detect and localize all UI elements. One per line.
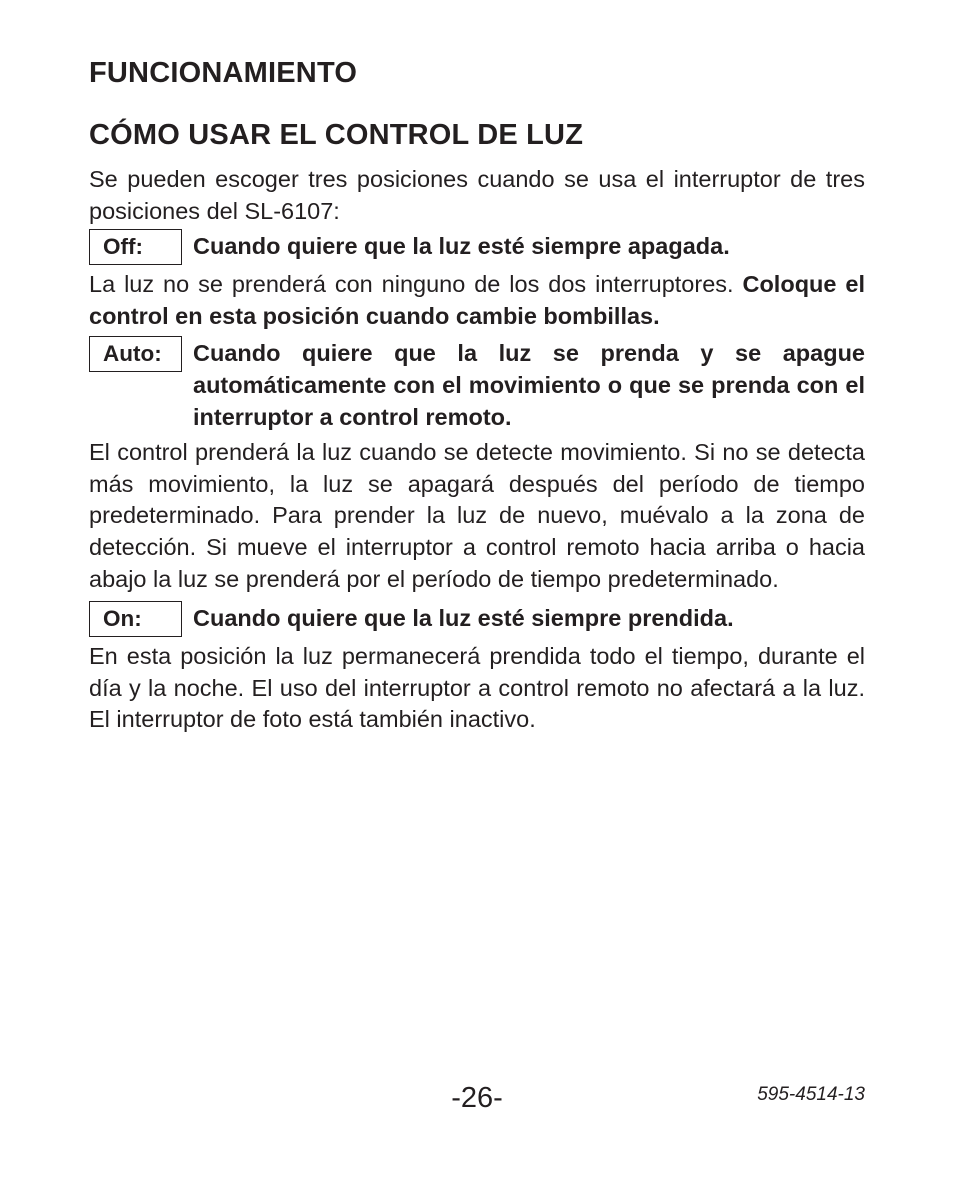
page-number: -26- <box>451 1082 503 1114</box>
setting-on-tag: On: <box>89 601 182 637</box>
setting-on-body: En esta posición la luz permanecerá prendida todo el tiempo, durante el día y la noche. El uso del interruptor a control remoto no afectará a la luz. El interruptor de foto está también inactivo. <box>89 643 865 733</box>
setting-off-tag: Off: <box>89 229 182 265</box>
setting-off-body-text: La luz no se prenderá con ninguno de los dos interruptores. <box>89 271 734 298</box>
setting-on-title: Cuando quiere que la luz esté siempre prendida. <box>193 605 734 632</box>
intro-paragraph: Se pueden escoger tres posiciones cuando se usa el interruptor de tres posiciones del SL-6107: <box>89 166 865 224</box>
setting-off-body <box>89 269 865 332</box>
setting-auto <box>89 338 865 433</box>
setting-auto-title: Cuando quiere que la luz se prenda y se apague automáticamente con el movimiento o que se prenda con el interruptor a control remoto. <box>193 340 865 430</box>
subsection-heading: CÓMO USAR EL CONTROL DE LUZ <box>89 119 584 151</box>
setting-off <box>89 231 865 265</box>
setting-off-title: Cuando quiere que la luz esté siempre apagada. <box>193 233 730 260</box>
document-code: 595-4514-13 <box>757 1084 865 1105</box>
setting-off-body-bold: Coloque el control en esta posición cuando cambie bombillas. <box>89 271 866 329</box>
section-heading: FUNCIONAMIENTO <box>89 57 358 89</box>
setting-auto-tag: Auto: <box>89 336 182 372</box>
page-content <box>89 54 865 736</box>
setting-auto-body: El control prenderá la luz cuando se detecte movimiento. Si no se detecta más movimiento, la luz se apagará después del período de tiempo predeterminado. Para prender la luz de nuevo, muévalo a la zona de detección. Si mueve el interruptor a control remoto hacia arriba o hacia abajo la luz se prenderá por el período de tiempo predeterminado. <box>89 439 865 592</box>
setting-on <box>89 603 865 637</box>
